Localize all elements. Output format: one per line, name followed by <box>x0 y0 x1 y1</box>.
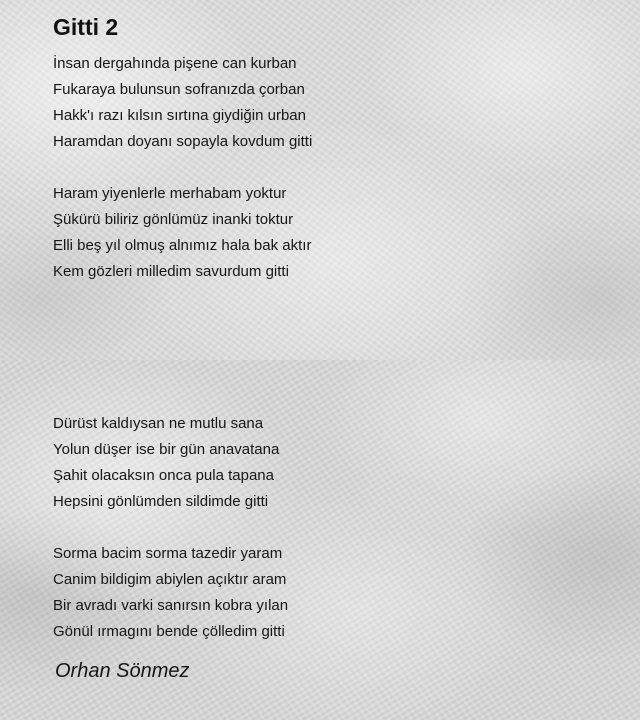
poem-line: Fukaraya bulunsun sofranızda çorban <box>53 81 305 98</box>
stanza-3 <box>53 411 279 515</box>
poem-line: Gönül ırmagını bende çölledim gitti <box>53 623 285 640</box>
poem-title: Gitti 2 <box>53 14 119 40</box>
poem-line: Sorma bacim sorma tazedir yaram <box>53 545 283 562</box>
stanza-4 <box>53 541 288 645</box>
poem-line: Kem gözleri milledim savurdum gitti <box>53 263 289 280</box>
poem-line: Bir avradı varki sanırsın kobra yılan <box>53 597 289 614</box>
poem-line: Hakk'ı razı kılsın sırtına giydiğin urban <box>53 107 306 124</box>
stanza-2 <box>53 181 311 285</box>
poem-line: Haram yiyenlerle merhabam yoktur <box>53 185 287 202</box>
poem-line: Hepsini gönlümden sildimde gitti <box>53 493 269 510</box>
stanza-1 <box>53 51 312 155</box>
poem-line: Dürüst kaldıysan ne mutlu sana <box>53 415 264 432</box>
poem-line: Şahit olacaksın onca pula tapana <box>53 467 274 484</box>
poem-line: Şükürü biliriz gönlümüz inanki toktur <box>53 211 294 228</box>
poem-line: İnsan dergahında pişene can kurban <box>53 55 297 72</box>
poem-author: Orhan Sönmez <box>55 660 190 682</box>
poem-line: Yolun düşer ise bir gün anavatana <box>53 441 280 458</box>
poem-line: Haramdan doyanı sopayla kovdum gitti <box>53 133 313 150</box>
poem-line: Elli beş yıl olmuş alnımız hala bak aktır <box>53 237 312 254</box>
poem-line: Canim bildigim abiylen açıktır aram <box>53 571 287 588</box>
